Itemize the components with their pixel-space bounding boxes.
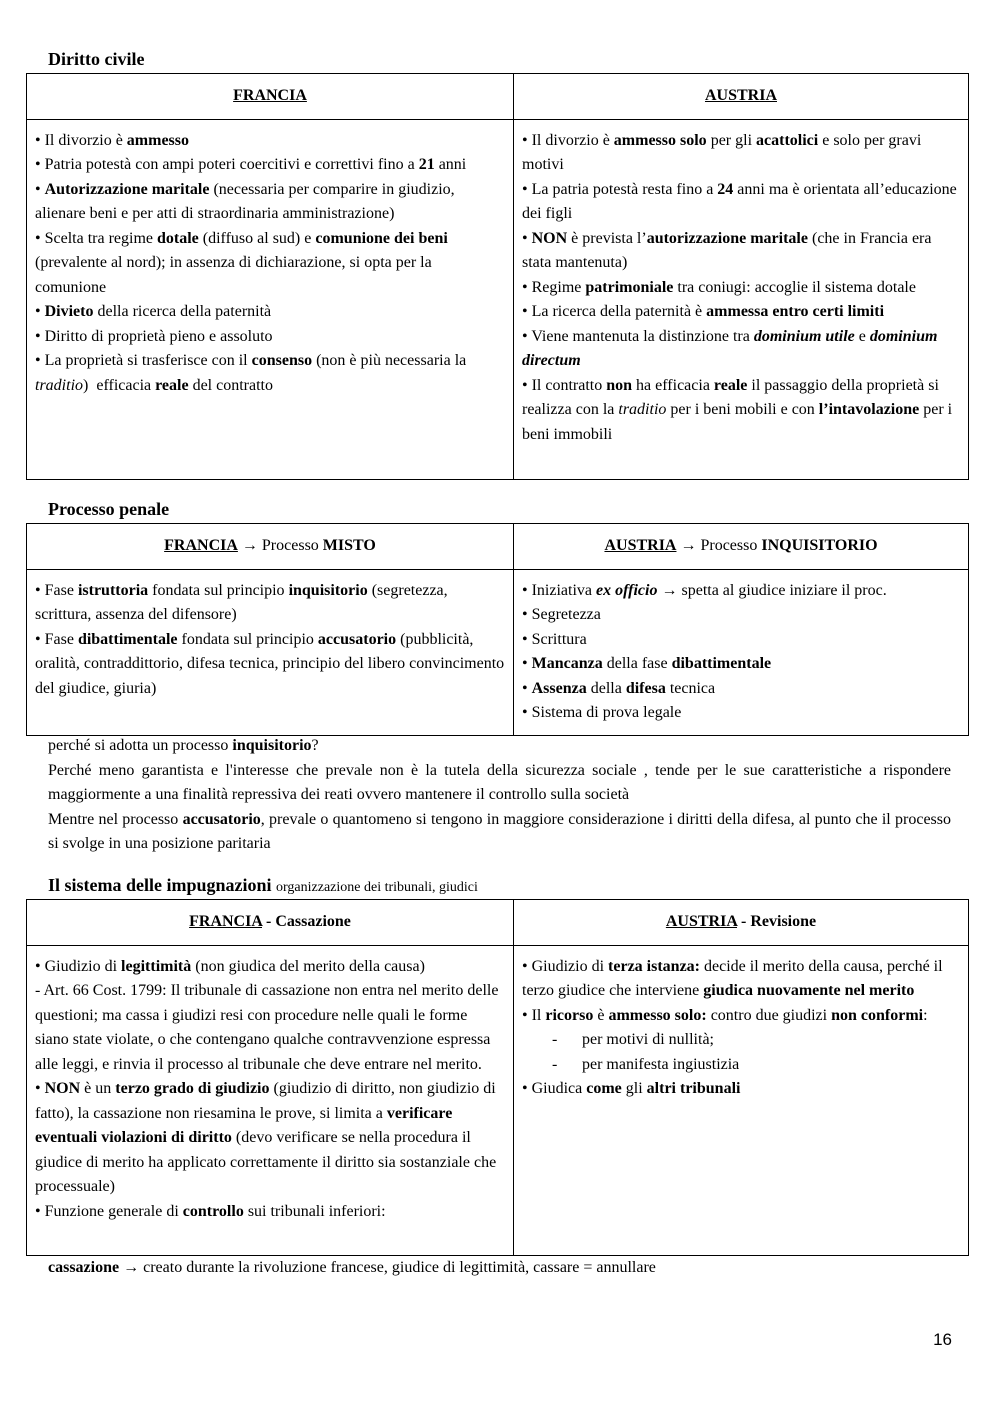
note-paragraph: Perché meno garantista e l'interesse che prevale non è la tutela della sicurezza sociale , tende per le sue caratteristiche a rispondere maggiormente a una finalità repressiva dei reati ovvero mantenere il controllo sulla società [48,761,951,803]
list-item: • Sistema di prova legale [522,704,682,721]
header-austria-inquisitorio: AUSTRIA → Processo INQUISITORIO [514,524,969,570]
table-impugnazioni [26,899,969,1256]
page-number: 16 [933,1330,952,1349]
header-francia-misto: FRANCIA → Processo MISTO [27,524,514,570]
list-item: - Art. 66 Cost. 1799: Il tribunale di cassazione non entra nel merito delle questioni; ma cassa i giudizi resi con procedure nelle quali le forme siano state violate, o che contengano qualche contravvenzione espressa alle leggi, e rinvia il processo al tribunale che deve entrare nel merito. [35,982,499,1073]
list-item: • La patria potestà resta fino a 24 anni ma è orientata all’educazione dei figli [522,180,957,222]
list-item: • Fase dibattimentale fondata sul principio accusatorio (pubblicità, oralità, contraddittorio, difesa tecnica, principio del libero convincimento del giudice, giuria) [35,630,505,697]
list-item: - per manifesta ingiustizia [552,1055,740,1073]
header-francia: FRANCIA [27,74,514,120]
header-francia-cassazione: FRANCIA - Cassazione [27,900,514,946]
list-item: • Segretezza [522,606,601,623]
list-item: • Autorizzazione maritale (necessaria per comparire in giudizio, alienare beni e per atti di straordinaria amministrazione) [35,180,455,222]
section-title-processo-penale: Processo penale [48,499,170,519]
table-processo-penale [26,523,969,736]
list-item: • Divieto della ricerca della paternità [35,303,272,320]
list-item: • Funzione generale di controllo sui tribunali inferiori: [35,1202,386,1220]
cell-austria-penale [514,569,969,735]
cell-francia-cassazione [27,945,514,1255]
note-paragraph: Mentre nel processo accusatorio, prevale o quantomeno si tengono in maggiore considerazione i diritti della difesa, al punto che il processo si svolge in una posizione paritaria [48,810,952,852]
list-item: • Scelta tra regime dotale (diffuso al sud) e comunione dei beni (prevalente al nord); in assenza di dichiarazione, si opta per la comunione [35,229,448,296]
list-item: • Il divorzio è ammesso [35,131,190,149]
footer-note-cassazione: cassazione → creato durante la rivoluzione francese, giudice di legittimità, cassare = annullare [48,1259,656,1276]
header-austria: AUSTRIA [514,74,969,120]
list-item: • Patria potestà con ampi poteri coercitivi e correttivi fino a 21 anni [35,156,467,173]
list-item: • La ricerca della paternità è ammessa entro certi limiti [522,303,885,320]
list-item: • Giudica come gli altri tribunali [522,1080,741,1097]
table-diritto-civile [26,73,969,480]
list-item: • Il divorzio è ammesso solo per gli acattolici e solo per gravi motivi [522,131,922,173]
list-item: • Giudizio di terza istanza: decide il merito della causa, perché il terzo giudice che interviene giudica nuovamente nel merito [522,957,943,999]
list-item: • NON è prevista l’autorizzazione maritale (che in Francia era stata mantenuta) [522,229,932,271]
note-question: perché si adotta un processo inquisitorio? [48,737,319,754]
cell-francia-civile [27,119,514,479]
list-item: • Viene mantenuta la distinzione tra dominium utile e dominium directum [522,327,938,369]
list-item: • Fase istruttoria fondata sul principio inquisitorio (segretezza, scrittura, assenza del difensore) [35,581,448,623]
list-item: • Diritto di proprietà pieno e assoluto [35,327,273,345]
section-subtitle: organizzazione dei tribunali, giudici [276,880,478,895]
section-title-diritto-civile: Diritto civile [48,49,145,69]
list-item: • NON è un terzo grado di giudizio (giudizio di diritto, non giudizio di fatto), la cassazione non riesamina le prove, si limita a verificare eventuali violazioni di diritto (devo verificare se nella procedura il giudice di merito ha applicato correttamente il diritto sia sostanziale che processuale) [35,1080,497,1195]
list-item: • Giudizio di legittimità (non giudica del merito della causa) [35,957,425,975]
list-item: • La proprietà si trasferisce con il consenso (non è più necessaria la traditio) efficacia reale del contratto [35,352,467,394]
list-item: • Regime patrimoniale tra coniugi: accoglie il sistema dotale [522,278,916,296]
header-austria-revisione: AUSTRIA - Revisione [514,900,969,946]
cell-austria-civile [514,119,969,479]
list-item: • Mancanza della fase dibattimentale [522,655,772,672]
list-item: • Scrittura [522,630,587,648]
note-inquisitorio [48,734,951,857]
list-item: • Il ricorso è ammesso solo: contro due giudizi non conformi: [522,1006,928,1024]
list-item: - per motivi di nullità; [552,1031,714,1048]
section-title-impugnazioni: Il sistema delle impugnazioni organizzazione dei tribunali, giudici [48,875,478,895]
list-item: • Assenza della difesa tecnica [522,679,716,697]
cell-francia-penale [27,569,514,735]
list-item: • Iniziativa ex officio → spetta al giudice iniziare il proc. [522,581,887,599]
cell-austria-revisione [514,945,969,1255]
list-item: • Il contratto non ha efficacia reale il passaggio della proprietà si realizza con la traditio per i beni mobili e con l’intavolazione per i beni immobili [522,376,953,443]
